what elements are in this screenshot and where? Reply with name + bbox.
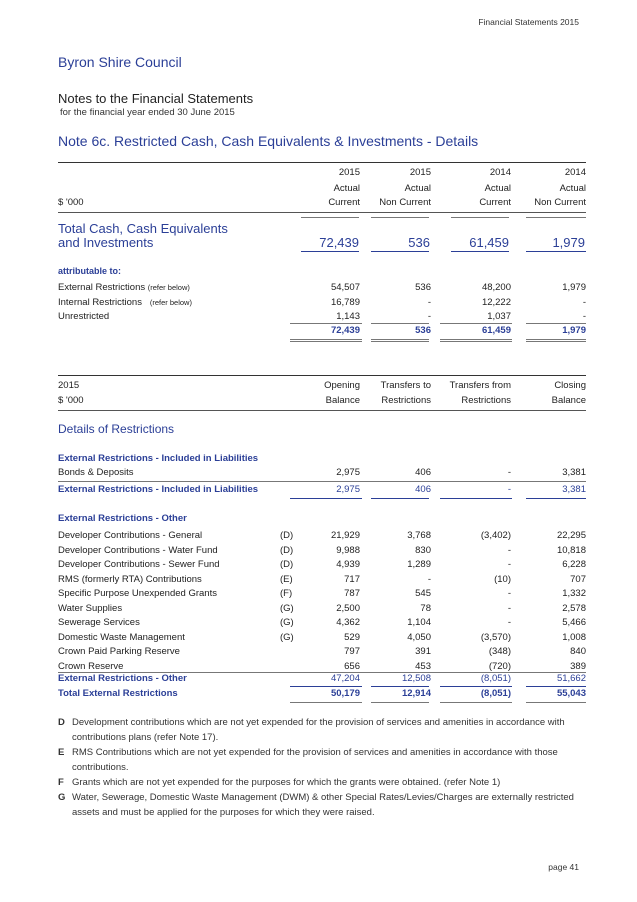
- table-row: Internal Restrictions (refer below) 16,789 - 12,222 -: [58, 297, 586, 308]
- details-title: Details of Restrictions: [58, 422, 175, 436]
- table-row: Crown Reserve 656 453 (720) 389: [58, 660, 586, 672]
- document-header: Financial Statements 2015: [478, 17, 579, 27]
- total-cash-2014-noncurrent: 1,979: [552, 235, 585, 250]
- total-cash-label-1: Total Cash, Cash Equivalents: [58, 221, 228, 236]
- table-row: External Restrictions (refer below) 54,507 536 48,200 1,979: [58, 282, 586, 293]
- table-row: Bonds & Deposits 2,975 406 - 3,381: [58, 467, 586, 478]
- table-row: RMS (formerly RTA) Contributions (E) 717 - (10) 707: [58, 573, 586, 585]
- table-row: Crown Paid Parking Reserve 797 391 (348) 840: [58, 646, 586, 657]
- liabilities-total-row: External Restrictions - Included in Liabilities 2,975 406 - 3,381: [58, 484, 586, 495]
- table-row: Developer Contributions - Sewer Fund (D) 4,939 1,289 - 6,228: [58, 559, 586, 570]
- note-title: Note 6c. Restricted Cash, Cash Equivalents & Investments - Details: [58, 133, 479, 149]
- table1-header-year: 2015 2015 2014 2014: [338, 167, 586, 178]
- total-cash-2015-current: 72,439: [319, 235, 359, 250]
- other-total-row: External Restrictions - Other 47,204 12,508 (8,051) 51,662: [58, 673, 586, 684]
- table2-header-1: 2015 Opening Transfers to Transfers from Closing: [58, 380, 586, 391]
- attributable-label: attributable to:: [58, 266, 121, 276]
- notes-subtitle: for the financial year ended 30 June 2015: [60, 107, 235, 118]
- table-row: Specific Purpose Unexpended Grants (F) 787 545 - 1,332: [58, 588, 586, 599]
- table1-sum-row: 72,439 536 61,459 1,979: [330, 325, 586, 336]
- total-cash-2014-current: 61,459: [469, 235, 509, 250]
- total-cash-label-2: and Investments: [58, 235, 154, 250]
- table-row: Unrestricted 1,143 - 1,037 -: [58, 311, 586, 322]
- table-row: Water Supplies (G) 2,500 78 - 2,578: [58, 602, 586, 614]
- table1-header-type: $ '000 Current Non Current Current Non Current: [58, 197, 586, 208]
- footnote-e: E RMS Contributions which are not yet expended for the provision of services and amenities in accordance with those contributions.: [58, 747, 558, 773]
- total-cash-2015-noncurrent: 536: [408, 235, 430, 250]
- table-row: Developer Contributions - Water Fund (D) 9,988 830 - 10,818: [58, 544, 586, 556]
- footnote-d: D Development contributions which are not yet expended for the provision of services and amenities in accordance with contributions plans (refer Note 17).: [58, 717, 565, 743]
- page-number: page 41: [548, 862, 579, 872]
- footnote-f: F Grants which are not yet expended for the purposes for which the grants were obtained. (refer Note 1): [58, 777, 501, 788]
- table2-header-2: $ '000 Balance Restrictions Restrictions Balance: [58, 395, 586, 406]
- table1-header-actual: Actual Actual Actual Actual: [333, 183, 586, 194]
- table-row: Domestic Waste Management (G) 529 4,050 (3,570) 1,008: [58, 631, 586, 643]
- table-row: Developer Contributions - General (D) 21,929 3,768 (3,402) 22,295: [58, 530, 586, 541]
- other-section-title: External Restrictions - Other: [58, 513, 187, 524]
- council-name: Byron Shire Council: [58, 54, 182, 70]
- table-row: Sewerage Services (G) 4,362 1,104 - 5,466: [58, 617, 586, 628]
- liabilities-section-title: External Restrictions - Included in Liabilities: [58, 453, 259, 464]
- notes-title: Notes to the Financial Statements: [58, 91, 254, 106]
- unit-label: $ '000: [58, 197, 84, 208]
- grand-total-row: Total External Restrictions 50,179 12,914 (8,051) 55,043: [58, 688, 586, 699]
- footnote-g: G Water, Sewerage, Domestic Waste Management (DWM) & other Special Rates/Levies/Charges are externally restricted assets and must be applied for the purposes for which they were raised.: [58, 792, 574, 818]
